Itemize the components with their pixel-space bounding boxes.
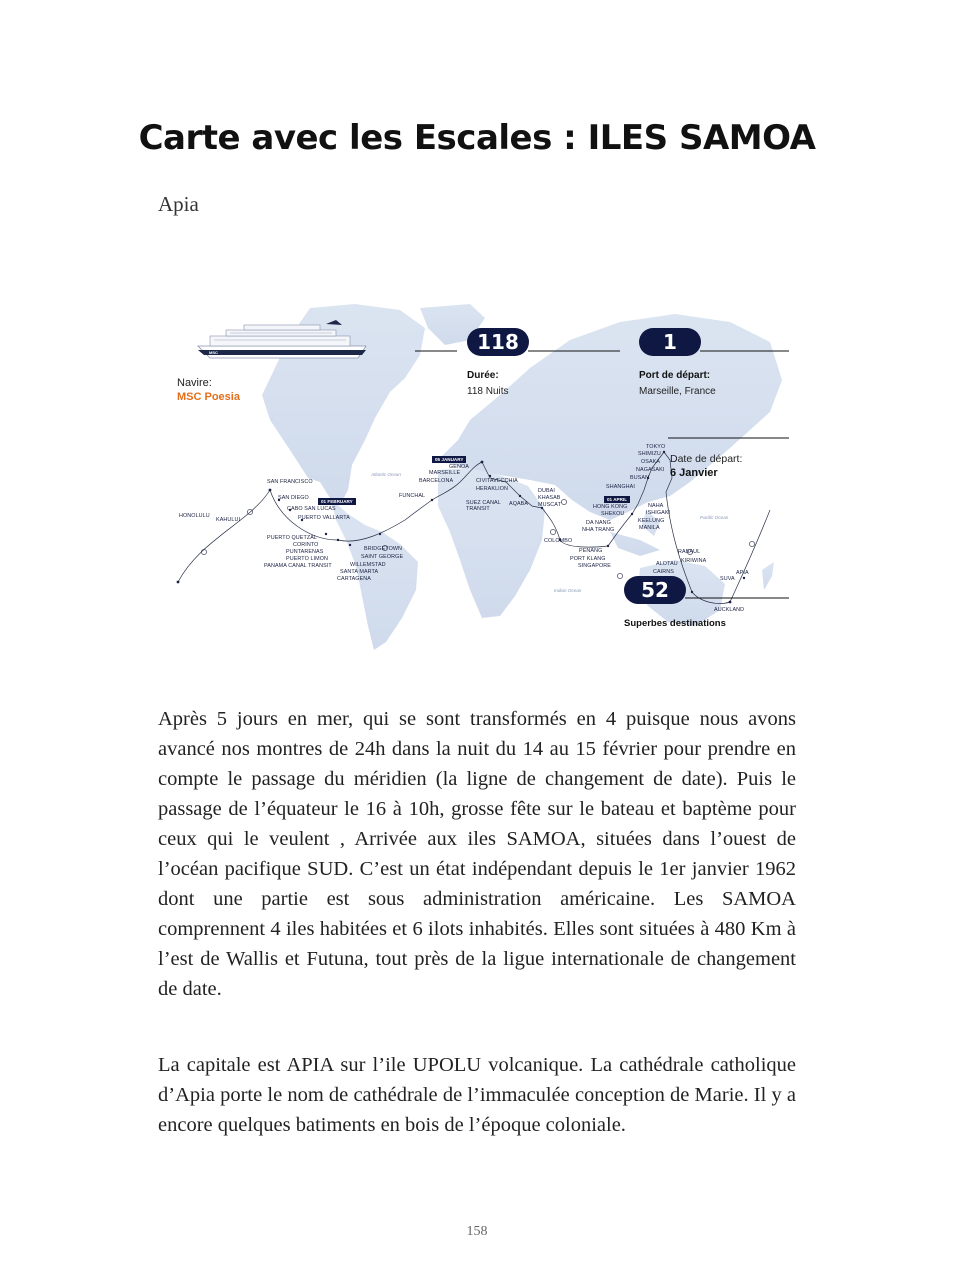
ship-label: Navire: (177, 377, 212, 389)
destinations-label: Superbes destinations (624, 618, 726, 629)
port-label: AQABA (509, 501, 529, 507)
port-label: CARTAGENA (337, 576, 371, 582)
port-label: PUERTO QUETZAL (267, 535, 318, 541)
port-label: SUEZ CANAL (466, 500, 501, 506)
departure-port-label: Port de départ: (639, 370, 711, 381)
port-label: PUERTO VALLARTA (298, 515, 350, 521)
departure-port-value: Marseille, France (639, 386, 716, 397)
port-label: PUERTO LIMON (286, 556, 329, 562)
port-label: NAHA (648, 503, 664, 509)
flag-january: 05 JANUARY (432, 456, 466, 463)
port-label: SINGAPORE (578, 563, 611, 569)
port-label: MUSCAT (538, 502, 561, 508)
port-label: PANAMA CANAL TRANSIT (264, 563, 332, 569)
port-label: GENOA (449, 464, 469, 470)
port-label: SAN DIEGO (278, 495, 309, 501)
departure-date-value: 6 Janvier (670, 467, 718, 479)
duration-value: 118 Nuits (467, 386, 509, 397)
ship-name: MSC Poesia (177, 391, 240, 403)
port-label: SHEKOU (601, 511, 625, 517)
ocean-atlantic: Atlantic Ocean (371, 472, 401, 477)
port-label: RABAUL (678, 549, 701, 555)
flag-april: 01 APRIL (604, 496, 630, 503)
port-label: HERAKLION (476, 486, 509, 492)
port-label: COLOMBO (544, 538, 573, 544)
flag-february: 01 FEBRUARY (318, 498, 356, 505)
port-label: SAINT GEORGE (361, 554, 404, 560)
port-label: SHIMIZU (638, 451, 661, 457)
departure-port-badge: 1 (639, 328, 701, 356)
page-number: 158 (466, 1224, 488, 1239)
port-label: SAN FRANCISCO (267, 479, 313, 485)
body-paragraph-1: Après 5 jours en mer, qui se sont transformés en 4 puisque nous avons avancé nos montres de 24h dans la nuit du 14 au 15 février pour prendre en compte le passage du méridien (la ligne de changement de date). Puis le passage de l’équateur le 16 à 10h, grosse fête sur le bateau et baptème pour ceux qui le veulent , Arrivée aux iles SAMOA, situées dans l’ouest de l’océan pacifique SUD. C’est un état indépendant depuis le 1er janvier 1962 dont une partie est sous administration américaine. Les SAMOA comprennent 4 iles habitées et 6 ilots inhabités. Elles sont situées à 480 Km à l’est de Wallis et Futuna, tout près de la ligue internationale de changement de date. (158, 708, 796, 1000)
port-label: DA NANG (586, 520, 611, 526)
port-label: DUBAI (538, 488, 555, 494)
port-label: TRANSIT (466, 506, 490, 512)
port-label: NHA TRANG (582, 527, 615, 533)
departure-date-label: Date de départ: (670, 453, 743, 465)
ocean-pacific: Pacific Ocean (700, 515, 729, 520)
port-label: MANILA (639, 525, 660, 531)
page-title: Carte avec les Escales : ILES SAMOA (138, 118, 816, 158)
port-label: PUNTARENAS (286, 549, 324, 555)
port-label: AUCKLAND (714, 607, 745, 613)
port-label: WILLEMSTAD (350, 562, 386, 568)
port-label: KAHULUI (216, 517, 241, 523)
port-label: CORINTO (293, 542, 319, 548)
port-label: KHASAB (538, 495, 561, 501)
port-label: SANTA MARTA (340, 569, 379, 575)
port-label: BUSAN (630, 475, 650, 481)
port-label: NAGASAKI (636, 467, 665, 473)
port-label: HONG KONG (593, 504, 628, 510)
port-label: MARSEILLE (429, 470, 461, 476)
duration-label: Durée: (467, 370, 499, 381)
port-label: CABO SAN LUCAS (287, 506, 336, 512)
port-label: TOKYO (646, 444, 666, 450)
port-label: FUNCHAL (399, 493, 426, 499)
port-label: CIVITAVECCHIA (476, 478, 518, 484)
port-label: HONOLULU (179, 513, 210, 519)
port-label: BARCELONA (419, 478, 454, 484)
port-label: ALOTAU (656, 561, 678, 567)
port-label: KIRIWINA (681, 558, 707, 564)
port-label: PORT KLANG (570, 556, 606, 562)
port-label: BRIDGETOWN (364, 546, 403, 552)
port-label: ISHIGAKI (646, 510, 671, 516)
port-label: CAIRNS (653, 569, 674, 575)
port-label: APIA (736, 570, 749, 576)
ocean-indian: Indian Ocean (554, 588, 582, 593)
subtitle: Apia (158, 192, 199, 216)
port-label: SHANGHAI (606, 484, 635, 490)
duration-badge: 118 (467, 328, 529, 356)
ship-hull-text: MSC (209, 350, 218, 355)
body-paragraph-2: La capitale est APIA sur l’ile UPOLU volcanique. La cathédrale catholique d’Apia porte le nom de cathédrale de l’immaculée conception de Marie. Il y a encore quelques batiments en bois de l’époque coloniale. (158, 1054, 796, 1136)
port-label: KEELUNG (638, 518, 665, 524)
port-label: OSAKA (641, 459, 661, 465)
destinations-badge: 52 (624, 576, 686, 604)
port-label: PENANG (579, 548, 603, 554)
port-label: SUVA (720, 576, 735, 582)
cruise-map (170, 300, 790, 652)
